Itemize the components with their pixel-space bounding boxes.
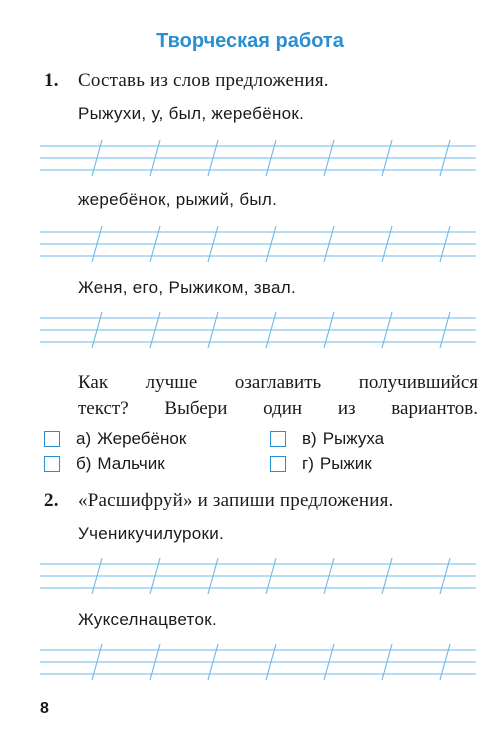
word-set-1: Рыжухи, у, был, жеребёнок. [78, 104, 305, 123]
writing-lines[interactable] [40, 642, 476, 682]
writing-lines[interactable] [40, 224, 476, 264]
task-number: 1. [44, 70, 59, 91]
writing-lines[interactable] [40, 556, 476, 596]
task-instruction: Составь из слов предложения. [78, 70, 329, 91]
option-text: Жеребёнок [97, 429, 187, 448]
option-text: Мальчик [97, 454, 165, 473]
option-letter: г) [302, 454, 314, 473]
option-letter: в) [302, 429, 317, 448]
task-instruction: «Расшифруй» и запиши предложения. [78, 490, 394, 511]
writing-lines[interactable] [40, 138, 476, 178]
word-set-2: жеребёнок, рыжий, был. [78, 190, 278, 209]
option-text: Рыжуха [322, 429, 385, 448]
checkbox[interactable] [270, 456, 286, 472]
word-set-3: Женя, его, Рыжиком, звал. [78, 278, 297, 297]
option-letter: а) [76, 429, 92, 448]
option-text: Рыжик [319, 454, 372, 473]
checkbox[interactable] [44, 431, 60, 447]
checkbox[interactable] [44, 456, 60, 472]
page-title: Творческая работа [156, 30, 344, 52]
checkbox[interactable] [270, 431, 286, 447]
writing-lines[interactable] [40, 310, 476, 350]
question-line: Как лучше озаглавить получившийся [78, 372, 478, 393]
encoded-sentence-2: Жукселнацветок. [78, 610, 217, 629]
option-g[interactable] [270, 454, 372, 474]
question-line: текст? Выбери один из вариантов. [78, 398, 478, 419]
task-number: 2. [44, 490, 59, 511]
task-1-heading [44, 70, 329, 92]
task-2-heading [44, 490, 393, 512]
option-a[interactable] [44, 429, 186, 449]
option-v[interactable] [270, 429, 384, 449]
title-question [78, 370, 478, 422]
page-number: 8 [40, 700, 49, 717]
option-b[interactable] [44, 454, 165, 474]
encoded-sentence-1: Ученикучилуроки. [78, 524, 225, 543]
option-letter: б) [76, 454, 92, 473]
